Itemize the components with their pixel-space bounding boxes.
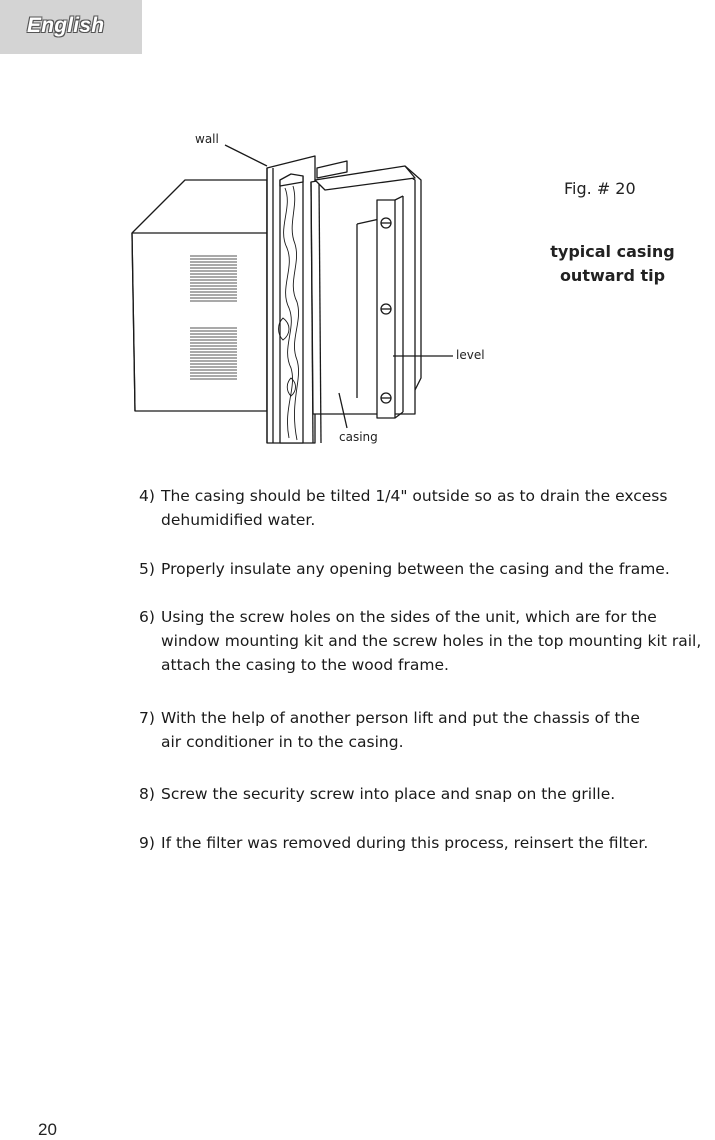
step-number: 5)	[139, 560, 155, 578]
step-number: 4)	[139, 487, 155, 505]
language-label: English	[27, 14, 105, 37]
language-tab	[0, 0, 142, 54]
step-6	[139, 605, 715, 677]
step-number: 7)	[139, 709, 155, 727]
step-text: Screw the security screw into place and snap on the grille.	[161, 785, 616, 803]
step-4	[139, 484, 715, 532]
step-text: Properly insulate any opening between the casing and the frame.	[161, 560, 670, 578]
step-5	[139, 557, 715, 581]
casing-label: casing	[339, 430, 378, 444]
step-number: 6)	[139, 608, 155, 626]
figure-caption: Fig. # 20	[564, 179, 636, 198]
figure-title-line1: typical casing	[550, 242, 675, 261]
figure-title	[540, 240, 685, 288]
level-label: level	[456, 348, 485, 362]
step-9	[139, 831, 715, 855]
step-7	[139, 706, 715, 754]
step-number: 9)	[139, 834, 155, 852]
wall-leader-line	[225, 145, 267, 166]
step-8	[139, 782, 715, 806]
step-text: If the filter was removed during this process, reinsert the filter.	[161, 834, 649, 852]
figure-title-line2: outward tip	[559, 266, 666, 285]
page-number: 20	[38, 1120, 57, 1139]
wall-label: wall	[195, 132, 219, 146]
installation-figure	[125, 128, 505, 458]
step-text: With the help of another person lift and put the chassis of the air conditioner in to the casing.	[161, 709, 640, 751]
step-number: 8)	[139, 785, 155, 803]
step-text: The casing should be tilted 1/4" outside so as to drain the excess dehumidified water.	[161, 487, 668, 529]
casing-tip-diagram	[125, 128, 505, 458]
step-text: Using the screw holes on the sides of the unit, which are for the window mounting kit and the screw holes in the top mounting kit rail, attach the casing to the wood frame.	[161, 608, 702, 674]
